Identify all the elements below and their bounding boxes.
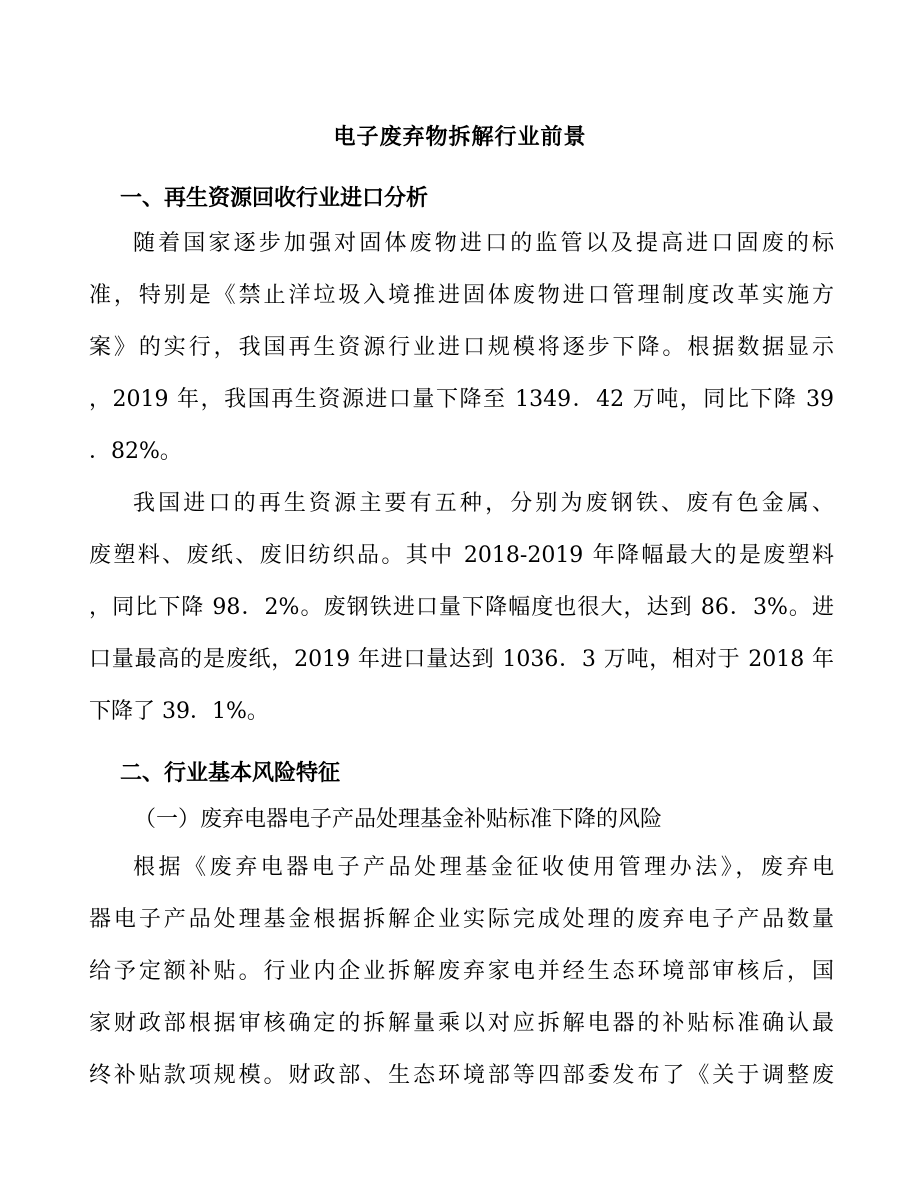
paragraph-line: 器电子产品处理基金根据拆解企业实际完成处理的废弃电子产品数量	[89, 907, 834, 932]
paragraph-line: 废塑料、废纸、废旧纺织品。其中 2018-2019 年降幅最大的是废塑料	[89, 543, 834, 568]
paragraph-line: 口量最高的是废纸，2019 年进口量达到 1036．3 万吨，相对于 2018 年	[89, 647, 834, 672]
paragraph-line: 终补贴款项规模。财政部、生态环境部等四部委发布了《关于调整废	[89, 1063, 834, 1088]
paragraph-line: 家财政部根据审核确定的拆解量乘以对应拆解电器的补贴标准确认最	[89, 1011, 834, 1036]
paragraph-line: ，同比下降 98．2%。废钢铁进口量下降幅度也很大，达到 86．3%。进	[89, 595, 834, 620]
paragraph-line: ，2019 年，我国再生资源进口量下降至 1349．42 万吨，同比下降 39	[89, 387, 834, 412]
document-title: 电子废弃物拆解行业前景	[333, 124, 587, 150]
section-1-paragraph-2	[89, 478, 834, 738]
section-1-heading: 一、再生资源回收行业进口分析	[120, 185, 429, 211]
paragraph-line: 根据《废弃电器电子产品处理基金征收使用管理办法》，废弃电	[133, 855, 834, 880]
section-2-paragraph-1	[89, 842, 834, 1102]
section-1-paragraph-1	[89, 218, 834, 478]
paragraph-line: 我国进口的再生资源主要有五种，分别为废钢铁、废有色金属、	[133, 491, 834, 516]
paragraph-line: 下降了 39．1%。	[89, 699, 269, 724]
paragraph-line: 准，特别是《禁止洋垃圾入境推进固体废物进口管理制度改革实施方	[89, 283, 834, 308]
section-2-subheading: （一）废弃电器电子产品处理基金补贴标准下降的风险	[134, 807, 663, 832]
section-2-heading: 二、行业基本风险特征	[120, 760, 341, 786]
paragraph-line: ．82%。	[89, 439, 182, 464]
paragraph-line: 给予定额补贴。行业内企业拆解废弃家电并经生态环境部审核后，国	[89, 959, 834, 984]
paragraph-line: 案》的实行，我国再生资源行业进口规模将逐步下降。根据数据显示	[89, 335, 834, 360]
paragraph-line: 随着国家逐步加强对固体废物进口的监管以及提高进口固废的标	[133, 231, 834, 256]
